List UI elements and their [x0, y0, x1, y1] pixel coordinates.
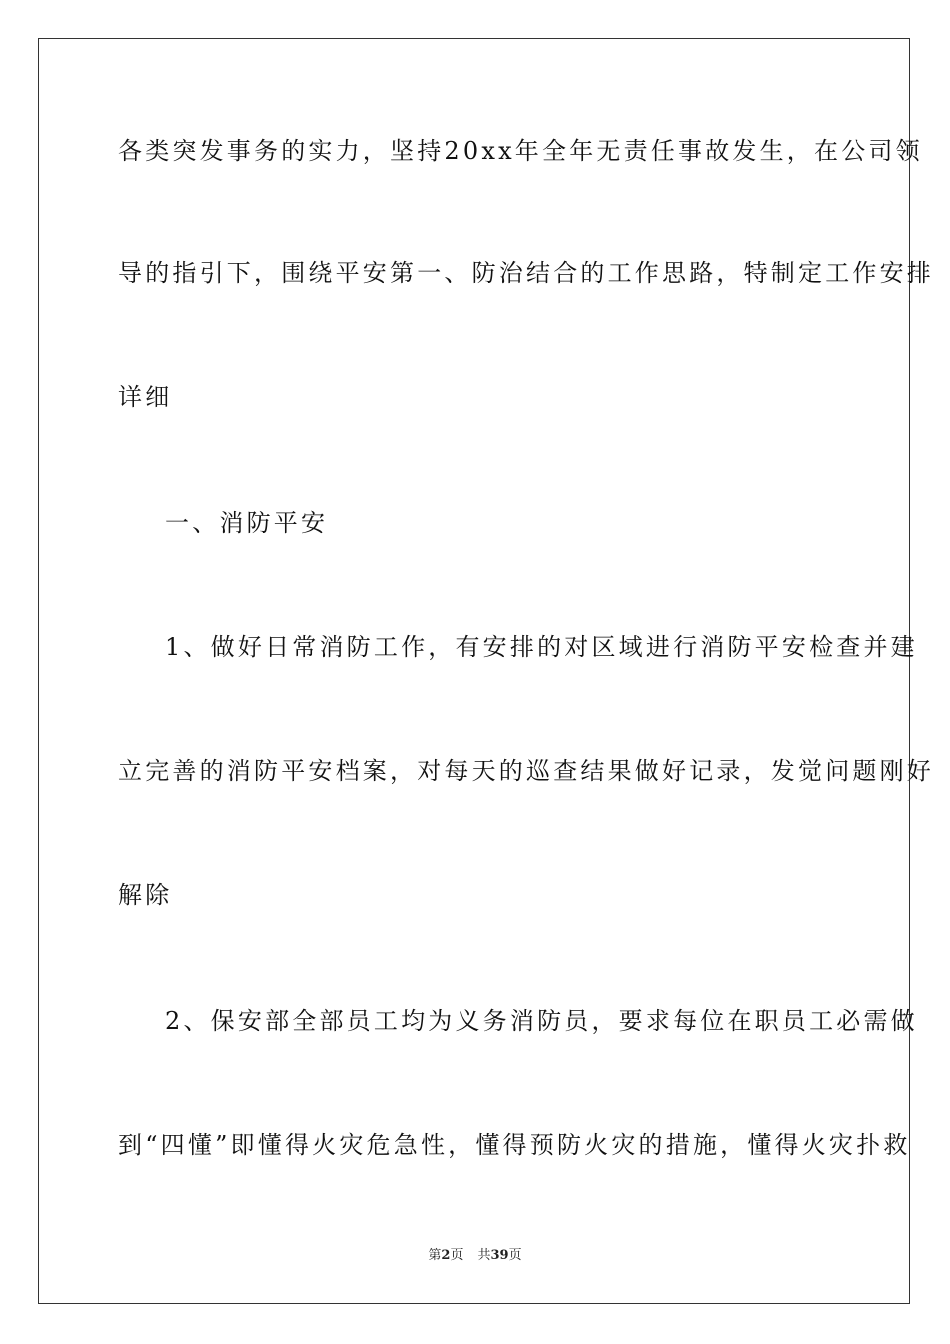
- text-line-7: 解除: [118, 881, 173, 909]
- text-line-6: 立完善的消防平安档案，对每天的巡查结果做好记录，发觉问题刚好: [118, 757, 934, 785]
- total-pages: 39: [490, 1248, 509, 1263]
- page-prefix: 第: [428, 1248, 442, 1263]
- page-frame: [38, 38, 910, 1304]
- text-line-3: 详细: [118, 383, 173, 411]
- section-heading: 一、消防平安: [165, 509, 329, 537]
- total-suffix: 页: [508, 1248, 522, 1263]
- text-line-8: 2、保安部全部员工均为义务消防员，要求每位在职员工必需做: [165, 1007, 918, 1035]
- text-line-1: 各类突发事务的实力，坚持20xx年全年无责任事故发生，在公司领: [118, 137, 923, 165]
- page-number: 2: [441, 1248, 451, 1263]
- text-line-2: 导的指引下，围绕平安第一、防治结合的工作思路，特制定工作安排: [118, 259, 934, 287]
- text-line-5: 1、做好日常消防工作，有安排的对区域进行消防平安检查并建: [165, 633, 918, 661]
- total-prefix: 共: [477, 1248, 491, 1263]
- page-suffix: 页: [450, 1248, 464, 1263]
- page-footer: [0, 1247, 950, 1265]
- text-line-9: 到“四懂”即懂得火灾危急性，懂得预防火灾的措施，懂得火灾扑救: [118, 1131, 911, 1159]
